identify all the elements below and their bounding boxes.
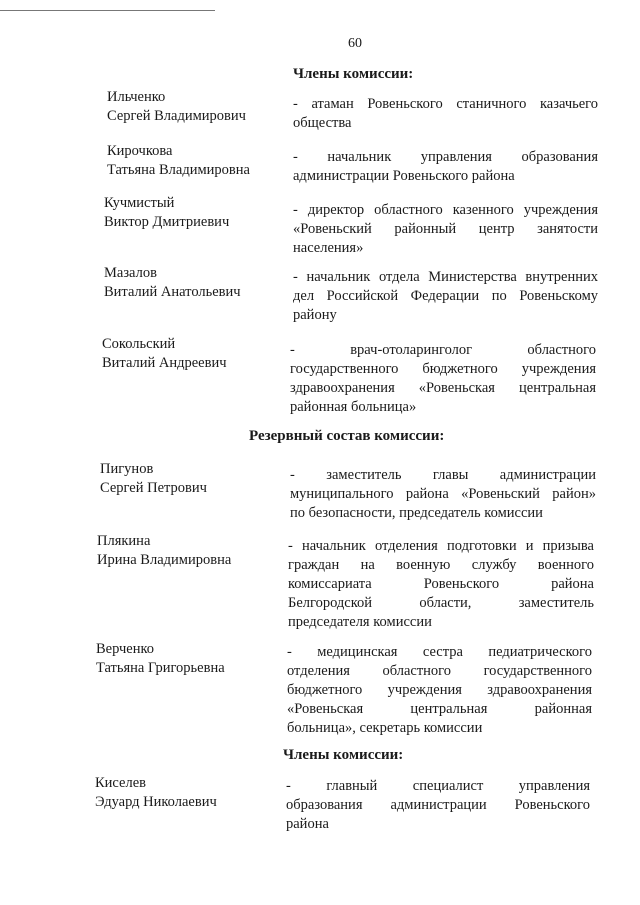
section-heading: Члены комиссии: [293, 66, 414, 82]
member-name: Киселев Эдуард Николаевич [95, 775, 217, 810]
member-role: - атаман Ровеньского станичного казачьего общества [293, 96, 598, 131]
member-name: Ильченко Сергей Владимирович [107, 89, 246, 124]
member-name: Пигунов Сергей Петрович [100, 461, 207, 496]
member-name: Кучмистый Виктор Дмитриевич [104, 195, 230, 230]
section-heading: Члены комиссии: [283, 747, 404, 763]
member-name: Верченко Татьяна Григорьевна [96, 641, 225, 676]
member-name: Кирочкова Татьяна Владимировна [107, 143, 250, 178]
member-name: Плякина Ирина Владимировна [97, 533, 232, 568]
member-role: - начальник отделения подготовки и призыва граждан на военную службу военного комиссариата Ровеньского района Белгородской области, заместитель председателя комиссии [288, 538, 594, 630]
section-heading: Резервный состав комиссии: [249, 428, 445, 444]
member-role: - директор областного казенного учреждения «Ровеньский районный центр занятости населения» [293, 202, 598, 256]
member-role: - начальник отдела Министерства внутренних дел Российской Федерации по Ровеньскому району [293, 269, 598, 323]
member-role: - медицинская сестра педиатрического отделения областного государственного бюджетного учреждения здравоохранения «Ровеньская центральная районная больница», секретарь комиссии [287, 644, 592, 736]
member-name: Мазалов Виталий Анатольевич [104, 265, 241, 300]
member-role: - начальник управления образования администрации Ровеньского района [293, 149, 598, 184]
page-number: 60 [348, 36, 362, 51]
scan-edge-line [0, 10, 215, 11]
member-name: Сокольский Виталий Андреевич [102, 336, 227, 371]
member-role: - врач-отоларинголог областного государственного бюджетного учреждения здравоохранения «Ровеньская центральная районная больница» [290, 342, 596, 415]
member-role: - заместитель главы администрации муниципального района «Ровеньский район» по безопасности, председатель комиссии [290, 467, 596, 521]
member-role: - главный специалист управления образования администрации Ровеньского района [286, 778, 590, 832]
